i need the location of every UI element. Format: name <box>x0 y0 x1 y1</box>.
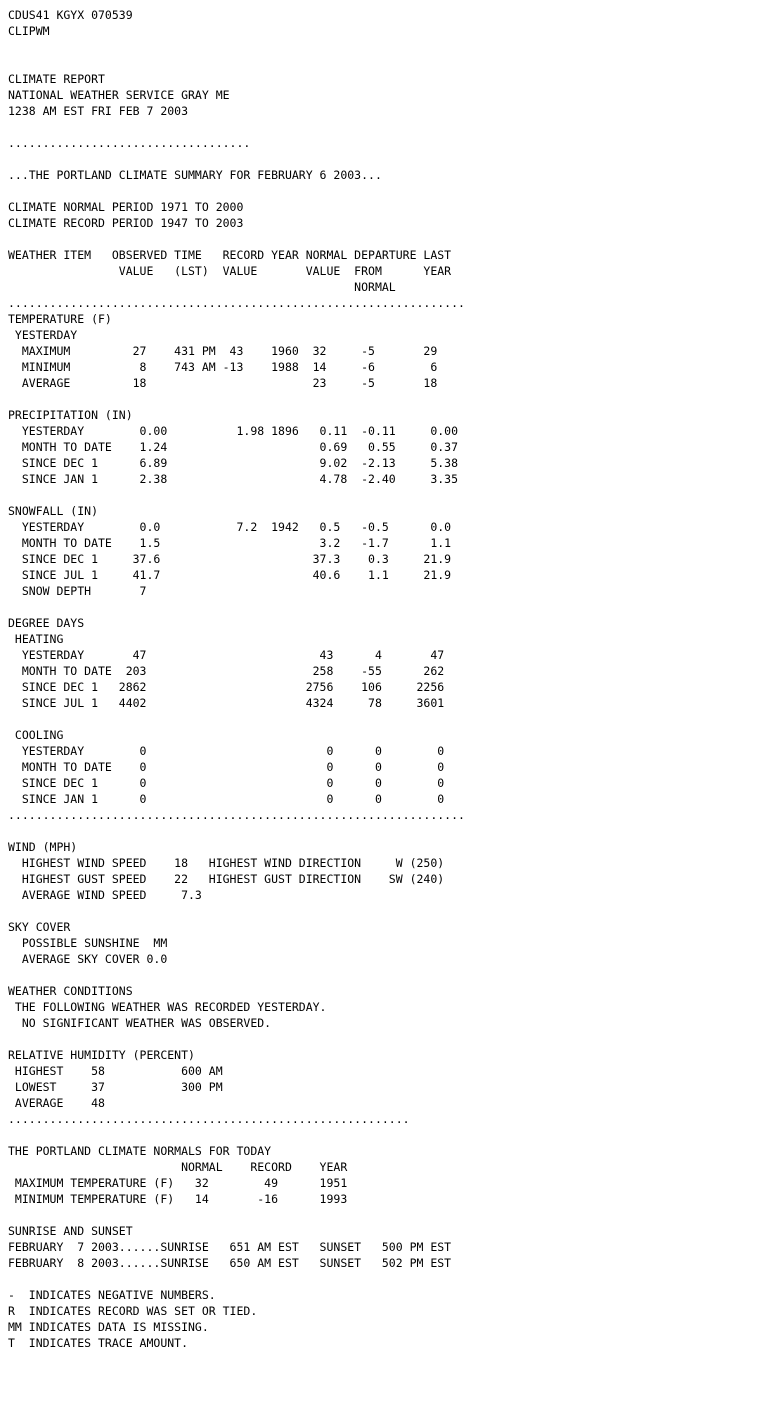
report-line <box>8 183 465 199</box>
report-line: CLIMATE RECORD PERIOD 1947 TO 2003 <box>8 216 244 230</box>
report-line: DEGREE DAYS <box>8 616 85 630</box>
report-line: ...THE PORTLAND CLIMATE SUMMARY FOR FEBRUARY 6 2003... <box>8 168 382 182</box>
report-line: HIGHEST 58 600 AM <box>8 1064 223 1078</box>
report-line <box>8 1271 465 1287</box>
report-line: FEBRUARY 8 2003......SUNRISE 650 AM EST SUNSET 502 PM EST <box>8 1256 452 1270</box>
report-line: SINCE JAN 1 2.38 4.78 -2.40 3.35 <box>8 472 459 486</box>
report-line: NATIONAL WEATHER SERVICE GRAY ME <box>8 88 230 102</box>
report-line: CLIPWM <box>8 24 50 38</box>
climate-report-text <box>8 7 465 1351</box>
report-line: R INDICATES RECORD WAS SET OR TIED. <box>8 1304 258 1318</box>
report-line <box>8 1207 465 1223</box>
report-line: .......................................................... <box>8 1112 410 1126</box>
report-line <box>8 151 465 167</box>
report-line: T INDICATES TRACE AMOUNT. <box>8 1336 189 1350</box>
report-line: 1238 AM EST FRI FEB 7 2003 <box>8 104 189 118</box>
report-line <box>8 55 465 71</box>
report-line: SINCE DEC 1 6.89 9.02 -2.13 5.38 <box>8 456 459 470</box>
report-line: NO SIGNIFICANT WEATHER WAS OBSERVED. <box>8 1016 272 1030</box>
report-line: CLIMATE REPORT <box>8 72 105 86</box>
report-line: HEATING <box>8 632 64 646</box>
report-line: SINCE JAN 1 0 0 0 0 <box>8 792 445 806</box>
report-line: PRECIPITATION (IN) <box>8 408 133 422</box>
report-line: FEBRUARY 7 2003......SUNRISE 651 AM EST SUNSET 500 PM EST <box>8 1240 452 1254</box>
report-line <box>8 39 465 55</box>
report-line <box>8 599 465 615</box>
report-line: - INDICATES NEGATIVE NUMBERS. <box>8 1288 216 1302</box>
report-line: MINIMUM 8 743 AM -13 1988 14 -6 6 <box>8 360 438 374</box>
report-line: VALUE (LST) VALUE VALUE FROM YEAR <box>8 264 452 278</box>
report-line: HIGHEST WIND SPEED 18 HIGHEST WIND DIRECTION W (250) <box>8 856 445 870</box>
report-line <box>8 231 465 247</box>
report-line: .................................................................. <box>8 808 465 822</box>
report-line: WEATHER CONDITIONS <box>8 984 133 998</box>
report-line: THE FOLLOWING WEATHER WAS RECORDED YESTERDAY. <box>8 1000 327 1014</box>
report-line: SINCE DEC 1 37.6 37.3 0.3 21.9 <box>8 552 452 566</box>
report-line: HIGHEST GUST SPEED 22 HIGHEST GUST DIRECTION SW (240) <box>8 872 445 886</box>
report-line: MAXIMUM 27 431 PM 43 1960 32 -5 29 <box>8 344 438 358</box>
report-line: .................................................................. <box>8 296 465 310</box>
report-line: NORMAL RECORD YEAR <box>8 1160 348 1174</box>
report-line: AVERAGE SKY COVER 0.0 <box>8 952 168 966</box>
report-line: SINCE DEC 1 0 0 0 0 <box>8 776 445 790</box>
report-line <box>8 391 465 407</box>
report-line <box>8 903 465 919</box>
report-line: MM INDICATES DATA IS MISSING. <box>8 1320 209 1334</box>
report-line: MINIMUM TEMPERATURE (F) 14 -16 1993 <box>8 1192 348 1206</box>
report-line: MONTH TO DATE 1.24 0.69 0.55 0.37 <box>8 440 459 454</box>
report-line: NORMAL <box>8 280 396 294</box>
report-line: MONTH TO DATE 203 258 -55 262 <box>8 664 445 678</box>
report-line: MONTH TO DATE 0 0 0 0 <box>8 760 445 774</box>
report-line: MAXIMUM TEMPERATURE (F) 32 49 1951 <box>8 1176 348 1190</box>
report-line: TEMPERATURE (F) <box>8 312 112 326</box>
report-line <box>8 967 465 983</box>
report-line: SNOW DEPTH 7 <box>8 584 147 598</box>
report-line: YESTERDAY 0.0 7.2 1942 0.5 -0.5 0.0 <box>8 520 452 534</box>
report-line: SUNRISE AND SUNSET <box>8 1224 133 1238</box>
report-line: YESTERDAY <box>8 328 78 342</box>
report-line <box>8 119 465 135</box>
report-line: SKY COVER <box>8 920 71 934</box>
report-line: COOLING <box>8 728 64 742</box>
report-line <box>8 823 465 839</box>
report-line: SNOWFALL (IN) <box>8 504 99 518</box>
report-line <box>8 487 465 503</box>
report-line <box>8 711 465 727</box>
report-line: YESTERDAY 0.00 1.98 1896 0.11 -0.11 0.00 <box>8 424 459 438</box>
report-line: AVERAGE 18 23 -5 18 <box>8 376 438 390</box>
report-line: MONTH TO DATE 1.5 3.2 -1.7 1.1 <box>8 536 452 550</box>
report-line: THE PORTLAND CLIMATE NORMALS FOR TODAY <box>8 1144 272 1158</box>
report-line: WEATHER ITEM OBSERVED TIME RECORD YEAR NORMAL DEPARTURE LAST <box>8 248 452 262</box>
report-line: CDUS41 KGYX 070539 <box>8 8 133 22</box>
report-line <box>8 1127 465 1143</box>
report-line: AVERAGE WIND SPEED 7.3 <box>8 888 202 902</box>
report-line: YESTERDAY 0 0 0 0 <box>8 744 445 758</box>
report-line: LOWEST 37 300 PM <box>8 1080 223 1094</box>
report-line <box>8 1031 465 1047</box>
report-line: ................................... <box>8 136 251 150</box>
report-line: SINCE JUL 1 41.7 40.6 1.1 21.9 <box>8 568 452 582</box>
report-line: AVERAGE 48 <box>8 1096 105 1110</box>
report-line: WIND (MPH) <box>8 840 78 854</box>
report-line: RELATIVE HUMIDITY (PERCENT) <box>8 1048 195 1062</box>
report-line: YESTERDAY 47 43 4 47 <box>8 648 445 662</box>
report-line: POSSIBLE SUNSHINE MM <box>8 936 168 950</box>
report-line: CLIMATE NORMAL PERIOD 1971 TO 2000 <box>8 200 244 214</box>
report-line: SINCE DEC 1 2862 2756 106 2256 <box>8 680 445 694</box>
report-line: SINCE JUL 1 4402 4324 78 3601 <box>8 696 445 710</box>
